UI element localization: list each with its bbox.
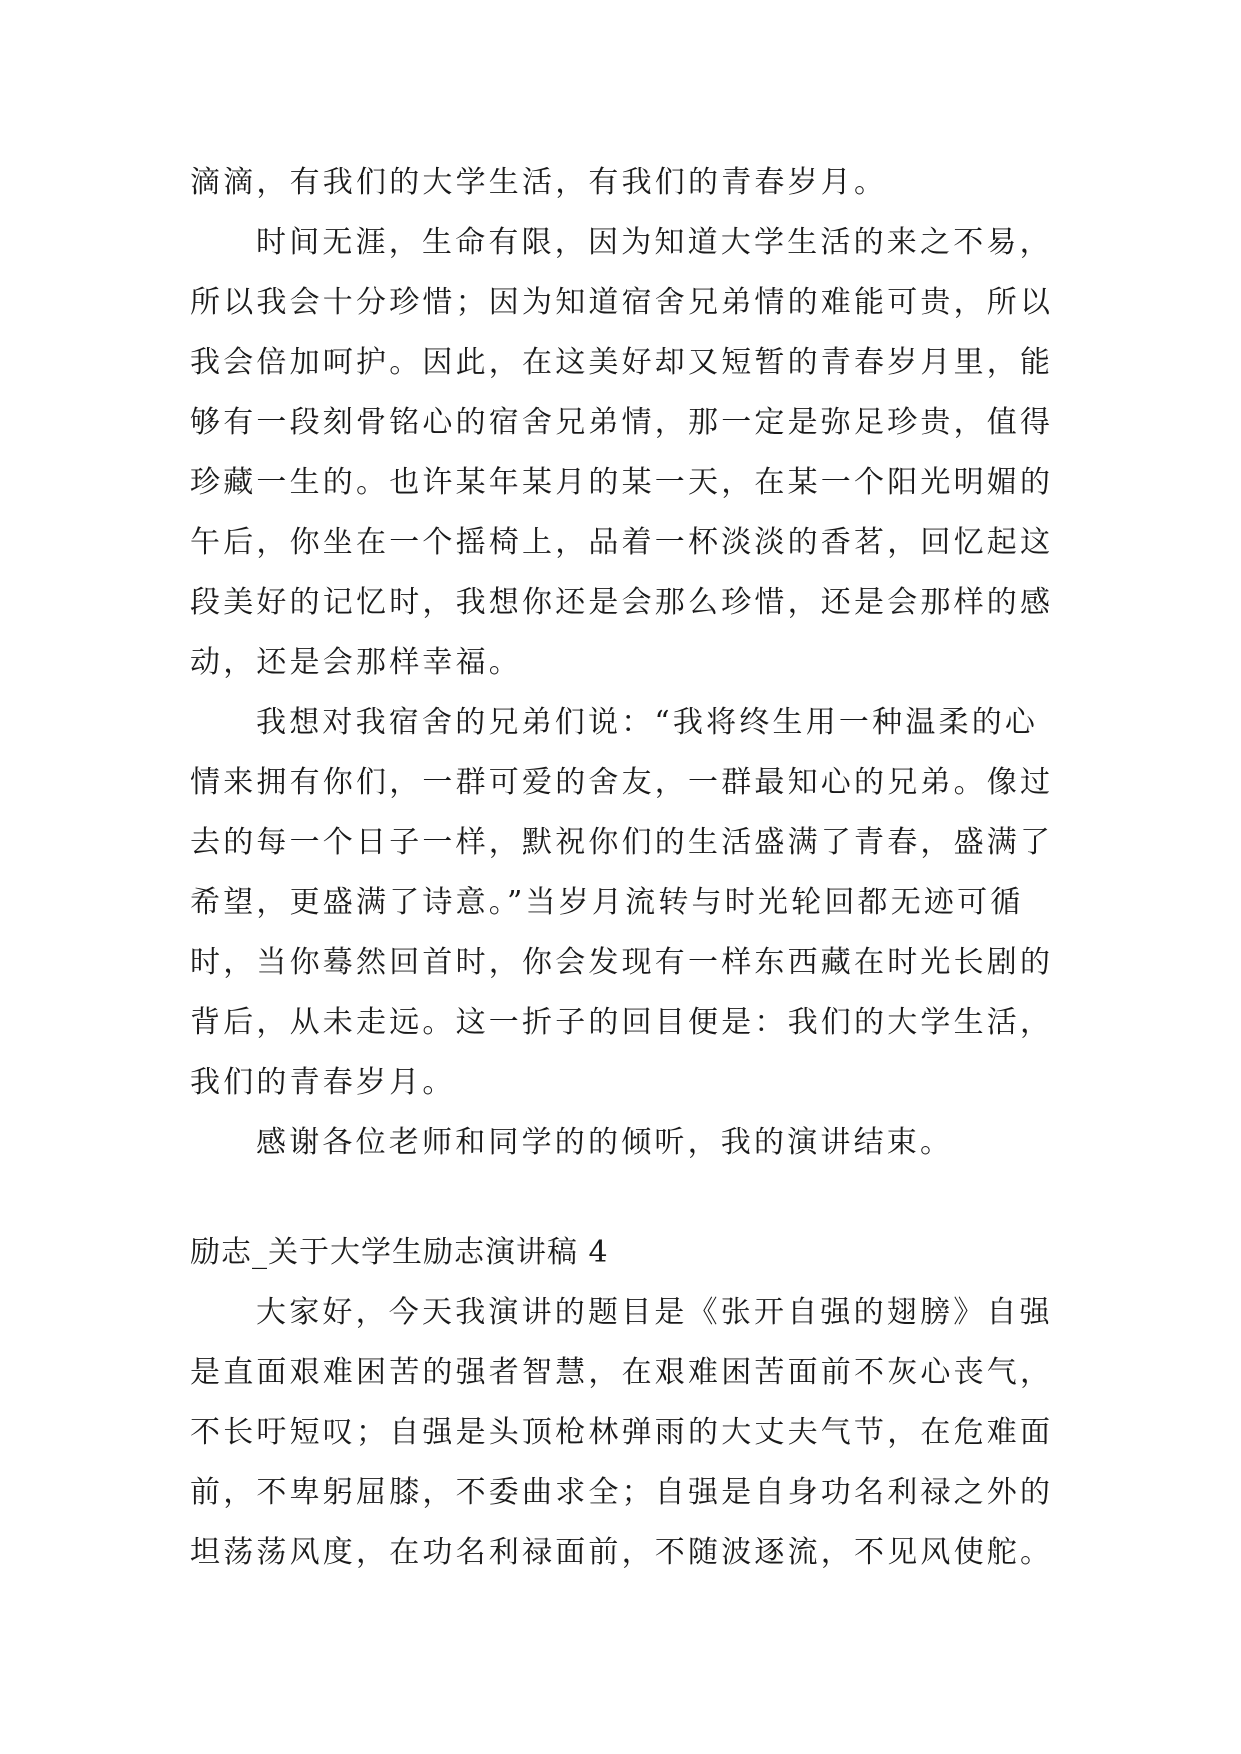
paragraph-line: 时间无涯，生命有限，因为知道大学生活的来之不易， <box>256 225 1053 260</box>
paragraph-line: 时，当你蓦然回首时，你会发现有一样东西藏在时光长剧的 <box>190 945 1054 980</box>
paragraph-line: 滴滴，有我们的大学生活，有我们的青春岁月。 <box>190 165 888 200</box>
paragraph-line: 不长吁短叹；自强是头顶枪林弹雨的大丈夫气节，在危难面 <box>190 1415 1054 1450</box>
paragraph-line: 背后，从未走远。这一折子的回目便是：我们的大学生活， <box>190 1005 1054 1040</box>
paragraph-line: 珍藏一生的。也许某年某月的某一天，在某一个阳光明媚的 <box>190 465 1054 500</box>
paragraph-line: 是直面艰难困苦的强者智慧，在艰难困苦面前不灰心丧气， <box>190 1355 1054 1390</box>
paragraph-line: 我们的青春岁月。 <box>190 1065 456 1100</box>
section-heading: 励志_关于大学生励志演讲稿 4 <box>190 1235 609 1270</box>
paragraph-line: 前，不卑躬屈膝，不委曲求全；自强是自身功名利禄之外的 <box>190 1475 1054 1510</box>
paragraph-line: 够有一段刻骨铭心的宿舍兄弟情，那一定是弥足珍贵，值得 <box>190 405 1054 440</box>
paragraph-line: 大家好，今天我演讲的题目是《张开自强的翅膀》自强 <box>256 1295 1053 1330</box>
paragraph-line: 动，还是会那样幸福。 <box>190 645 522 680</box>
paragraph-line: 去的每一个日子一样，默祝你们的生活盛满了青春，盛满了 <box>190 825 1054 860</box>
paragraph-line: 坦荡荡风度，在功名利禄面前，不随波逐流，不见风使舵。 <box>190 1535 1054 1570</box>
paragraph-line: 我会倍加呵护。因此，在这美好却又短暂的青春岁月里，能 <box>190 345 1054 380</box>
paragraph-line: 段美好的记忆时，我想你还是会那么珍惜，还是会那样的感 <box>190 585 1054 620</box>
paragraph-line: 情来拥有你们，一群可爱的舍友，一群最知心的兄弟。像过 <box>190 765 1054 800</box>
paragraph-line: 所以我会十分珍惜；因为知道宿舍兄弟情的难能可贵，所以 <box>190 285 1054 320</box>
paragraph-line: 午后，你坐在一个摇椅上，品着一杯淡淡的香茗，回忆起这 <box>190 525 1054 560</box>
paragraph-line: 我想对我宿舍的兄弟们说：“我将终生用一种温柔的心 <box>256 705 1039 740</box>
paragraph-line: 希望，更盛满了诗意。”当岁月流转与时光轮回都无迹可循 <box>190 885 1024 920</box>
paragraph-line: 感谢各位老师和同学的的倾听，我的演讲结束。 <box>256 1125 954 1160</box>
